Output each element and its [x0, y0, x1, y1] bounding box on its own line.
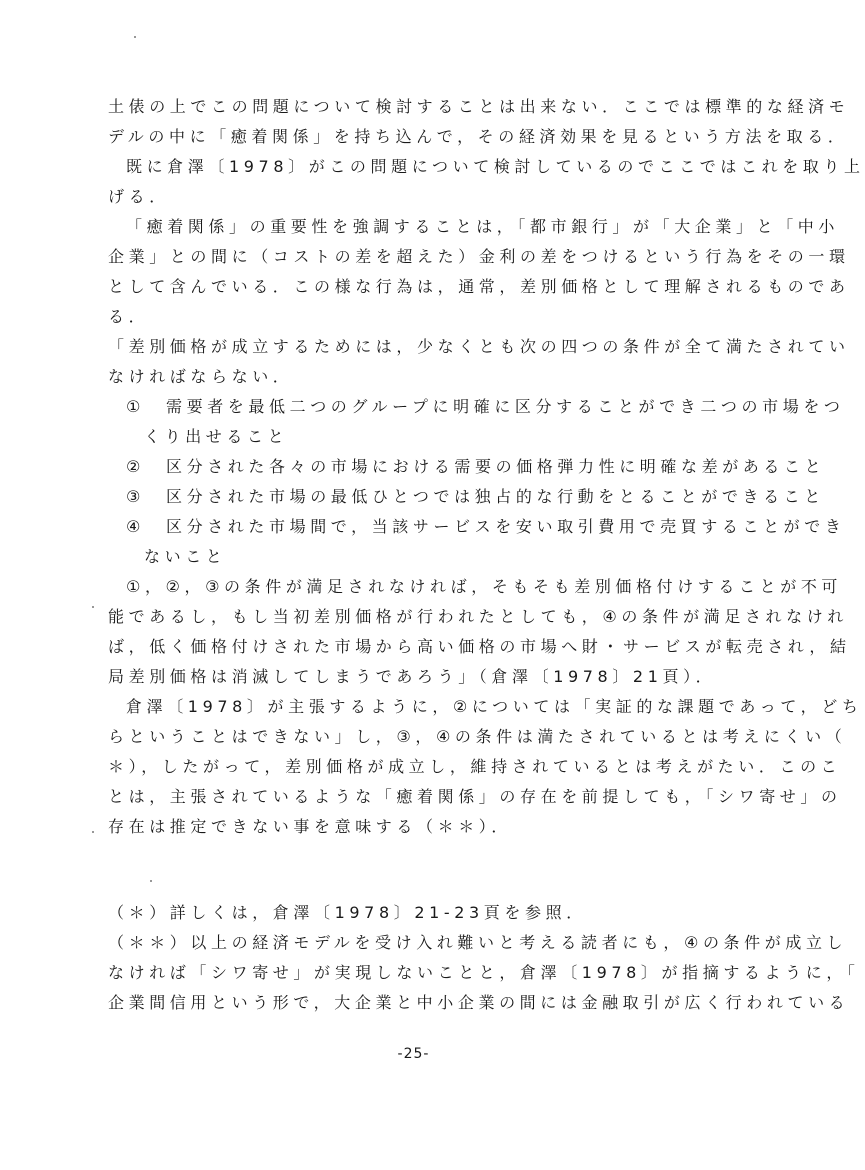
condition-text: 区分された市場の最低ひとつでは独占的な行動をとることができること	[166, 487, 825, 506]
text-line: ①，②，③の条件が満足されなければ，そもそも差別価格付けすることが不可	[126, 577, 843, 596]
text-line: ＊），したがって，差別価格が成立し，維持されているとは考えがたい．このこ	[108, 757, 842, 776]
text-line: 企業」との間に（コストの差を超えた）金利の差をつけるという行為をその一環	[108, 247, 850, 266]
text-line: 局差別価格は消滅してしまうであろう」（倉澤〔1978〕21頁）．	[108, 667, 717, 686]
footnote-line: なければ「シワ寄せ」が実現しないことと，倉澤〔1978〕が指摘するように，「	[108, 963, 860, 982]
condition-item	[108, 512, 846, 542]
text-line: なければならない．	[108, 367, 294, 386]
condition-number: ②	[126, 457, 141, 476]
text-line: 「差別価格が成立するためには，少なくとも次の四つの条件が全て満たされてい	[108, 337, 850, 356]
text-line: 「癒着関係」の重要性を強調することは，「都市銀行」が「大企業」と「中小	[126, 217, 840, 236]
condition-number: ①	[126, 397, 141, 416]
condition-text: 区分された市場間で，当該サービスを安い取引費用で売買することができ	[166, 517, 846, 536]
condition-text: 区分された各々の市場における需要の価格弾力性に明確な差があること	[166, 457, 826, 476]
text-line: らということはできない」し，③，④の条件は満たされているとは考えにくい（	[108, 727, 847, 746]
condition-item	[108, 452, 826, 482]
body-text	[108, 92, 865, 842]
text-line: ば，低く価格付けされた市場から高い価格の市場へ財・サービスが転売され，結	[108, 637, 851, 656]
text-line: 能であるし，もし当初差別価格が行われたとしても，④の条件が満足されなけれ	[108, 607, 848, 626]
text-line: 既に倉澤〔1978〕がこの問題について検討しているのでここではこれを取り上	[126, 157, 865, 176]
scan-speck	[134, 36, 136, 38]
condition-item	[108, 482, 825, 512]
condition-text: ないこと	[144, 547, 227, 566]
text-line: 土俵の上でこの問題について検討することは出来ない．ここでは標準的な経済モ	[108, 97, 850, 116]
text-line: げる．	[108, 187, 170, 206]
text-line: 倉澤〔1978〕が主張するように，②については「実証的な課題であって，どち	[126, 697, 863, 716]
condition-text: 需要者を最低二つのグループに明確に区分することができ二つの市場をつ	[166, 397, 845, 416]
scan-speck	[92, 606, 94, 608]
scan-speck	[150, 880, 152, 882]
text-line: る．	[108, 307, 150, 326]
footnote-line: 企業間信用という形で，大企業と中小企業の間には金融取引が広く行われている	[108, 993, 850, 1012]
condition-item	[108, 392, 845, 422]
text-line: 存在は推定できない事を意味する（＊＊）．	[108, 817, 513, 836]
text-line: とは，主張されているような「癒着関係」の存在を前提しても，「シワ寄せ」の	[108, 787, 842, 806]
condition-number: ③	[126, 487, 141, 506]
text-line: デルの中に「癒着関係」を持ち込んで，その経済効果を見るという方法を取る．	[108, 127, 849, 146]
footnote-line: （＊＊）以上の経済モデルを受け入れ難いと考える読者にも，④の条件が成立し	[108, 933, 848, 952]
condition-number: ④	[126, 517, 141, 536]
text-line: として含んでいる．この様な行為は，通常，差別価格として理解されるものであ	[108, 277, 850, 296]
scan-speck	[92, 831, 94, 833]
page-number: -25-	[397, 1046, 430, 1062]
footnotes	[108, 897, 860, 1017]
condition-text: くり出せること	[144, 427, 289, 446]
footnote-line: （＊）詳しくは，倉澤〔1978〕21-23頁を参照．	[108, 903, 587, 922]
